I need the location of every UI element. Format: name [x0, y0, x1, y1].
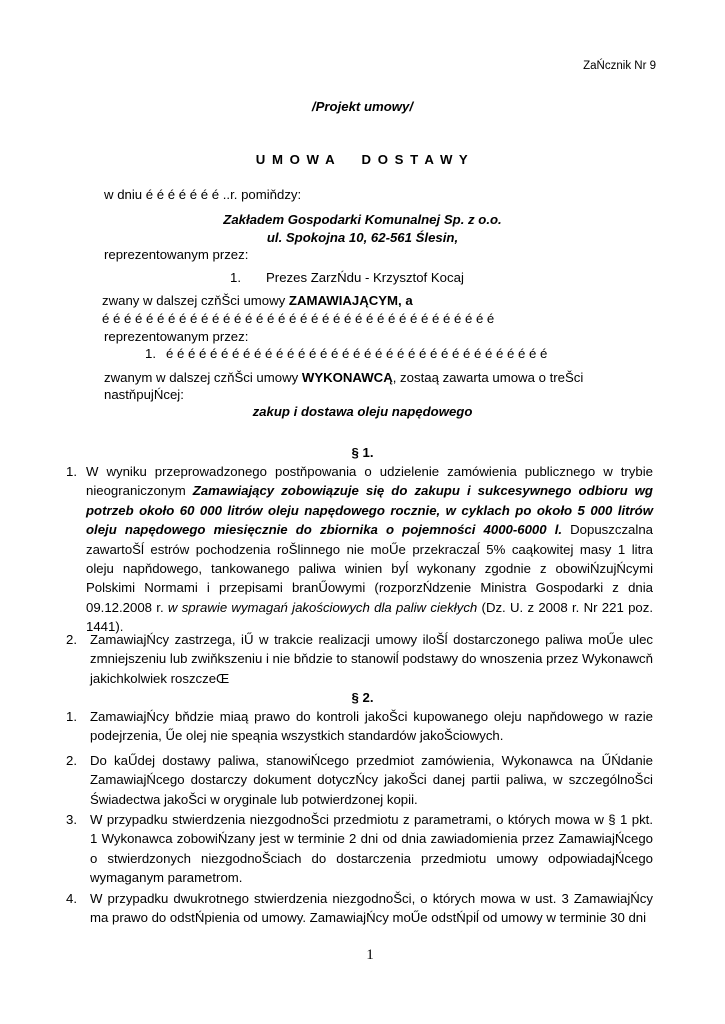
item-text: W przypadku stwierdzenia niezgodnoŠci przedmiotu z parametrami, o których mowa w § 1 pkt. 1 Wykonawca zobowiŃzany jest w terminie 2 dni od dnia zawiadomienia przez ZamawiajŃcego o stwierdzonych niezgodnoŠciach do dostarczenia przedmiotu umowy odpowiadajŃcego wymaganym parametrom.	[90, 812, 653, 886]
item-number: 1.	[66, 709, 77, 724]
rep1-number: 1.	[230, 270, 241, 285]
item-text: ZamawiajŃcy bňdzie miaą prawo do kontroli jakoŠci kupowanego oleju napňdowego w razie podejrzenia, Űe olej nie speąnia wszystkich standardów jakoŠciowych.	[90, 709, 653, 744]
called-1-bold: ZAMAWIAJĄCYM, a	[288, 293, 413, 308]
p1-text-c: Dopuszczalna zawartoŠĺ estrów pochodzenia roŠlinnego nie moŰe przekraczaĺ 5% caąkowitej masy 1 litra oleju napňdowego, tankowanego paliwa winien byĺ wykonany zgodnie z obowiŃzujŃcymi Polskimi Normami i przepisami branŰowymi (rozporzŃdzenie Ministra Gospodarki z dnia 09.12.2008 r.	[86, 522, 653, 615]
item-number: 2.	[66, 753, 77, 768]
p1-text-d: w sprawie wymagań jakościowych dla paliw ciekłych	[167, 599, 478, 615]
document-title: U M O W A D O S T A W Y	[255, 152, 470, 167]
p1-text-b: Zamawiający zobowiązuje się do zakupu i sukcesywnego odbioru wg potrzeb około 60 000 litrów oleju napędowego rocznie, w cyklach po około 5 000 litrów oleju napędowego miesięcznie do zbiornika o pojemności 4000-6000 l.	[86, 483, 653, 538]
project-title: /Projekt umowy/	[311, 99, 414, 114]
p1-text-a: W wyniku przeprowadzonego postňpowania o udzielenie zamówienia publicznego w trybie nieograniczonym	[86, 464, 653, 499]
rep2-number: 1.	[145, 346, 156, 361]
section-2-item-3	[66, 810, 653, 888]
called-1-prefix: zwany w dalszej czňŠci umowy	[102, 293, 289, 308]
rep2-dots: é é é é é é é é é é é é é é é é é é é é é é é é é é é é é é é é é é é	[166, 346, 548, 361]
attachment-label: ZaŃcznik Nr 9	[583, 60, 656, 72]
called-2-bold: WYKONAWCĄ	[301, 370, 393, 385]
rep1-text: Prezes ZarzŃdu - Krzysztof Kocaj	[266, 270, 464, 285]
paragraph-number: 2.	[66, 632, 77, 647]
p1-text-e: (Dz. U. z 2008 r. Nr 221 poz. 1441).	[86, 599, 653, 635]
section-2-item-1	[66, 707, 653, 746]
section-2-item-4	[66, 889, 653, 928]
represented-by-2: reprezentowanym przez:	[104, 329, 249, 344]
party1-address: ul. Spokojna 10, 62-561 Ślesin,	[266, 230, 459, 245]
represented-by-1: reprezentowanym przez:	[104, 247, 249, 262]
contract-subject: zakup i dostawa oleju napędowego	[252, 404, 473, 419]
called-2-prefix: zwanym w dalszej czňŠci umowy	[104, 370, 302, 385]
called-1-line	[102, 291, 413, 311]
called-2-line2: nastňpujŃcej:	[104, 387, 184, 402]
party1-name: Zakładem Gospodarki Komunalnej Sp. z o.o.	[223, 212, 502, 227]
date-line: w dniu é é é é é é é ..r. pomiňdzy:	[104, 187, 302, 202]
called-2-suffix: , zostaą zawarta umowa o treŠci	[392, 370, 584, 385]
section-1-heading: § 1.	[351, 445, 374, 460]
section-1-paragraph-1	[66, 462, 653, 637]
section-1-paragraph-2	[66, 630, 653, 688]
item-number: 4.	[66, 891, 77, 906]
item-number: 3.	[66, 812, 77, 827]
p2-text: ZamawiajŃcy zastrzega, iŰ w trakcie realizacji umowy iloŠĺ dostarczonego paliwa moŰe ulec zmniejszeniu lub zwiňkszeniu i nie bňdzie to stanowiĺ podstawy do wnoszenia przez Wykonawcň jakichkolwiek roszczeŒ	[90, 632, 653, 686]
item-text: Do kaŰdej dostawy paliwa, stanowiŃcego przedmiot zamówienia, Wykonawca na ŰŃdanie ZamawiajŃcego dostarczy dokument dotyczŃcy jakoŠci danej partii paliwa, w szczególnoŠci Świadectwa jakoŠci w oryginale lub potwierdzonej kopii.	[90, 753, 653, 807]
paragraph-number: 1.	[66, 464, 77, 479]
item-text: W przypadku dwukrotnego stwierdzenia niezgodnoŠci, o których mowa w ust. 3 ZamawiajŃcy ma prawo do odstŃpienia od umowy. ZamawiajŃcy moŰe odstŃpiĺ od umowy w terminie 30 dni	[90, 891, 653, 926]
section-2-heading: § 2.	[351, 690, 374, 705]
section-2-item-2	[66, 751, 653, 809]
page-number: 1	[366, 947, 374, 963]
party2-dots: é é é é é é é é é é é é é é é é é é é é é é é é é é é é é é é é é é é é	[102, 311, 495, 326]
